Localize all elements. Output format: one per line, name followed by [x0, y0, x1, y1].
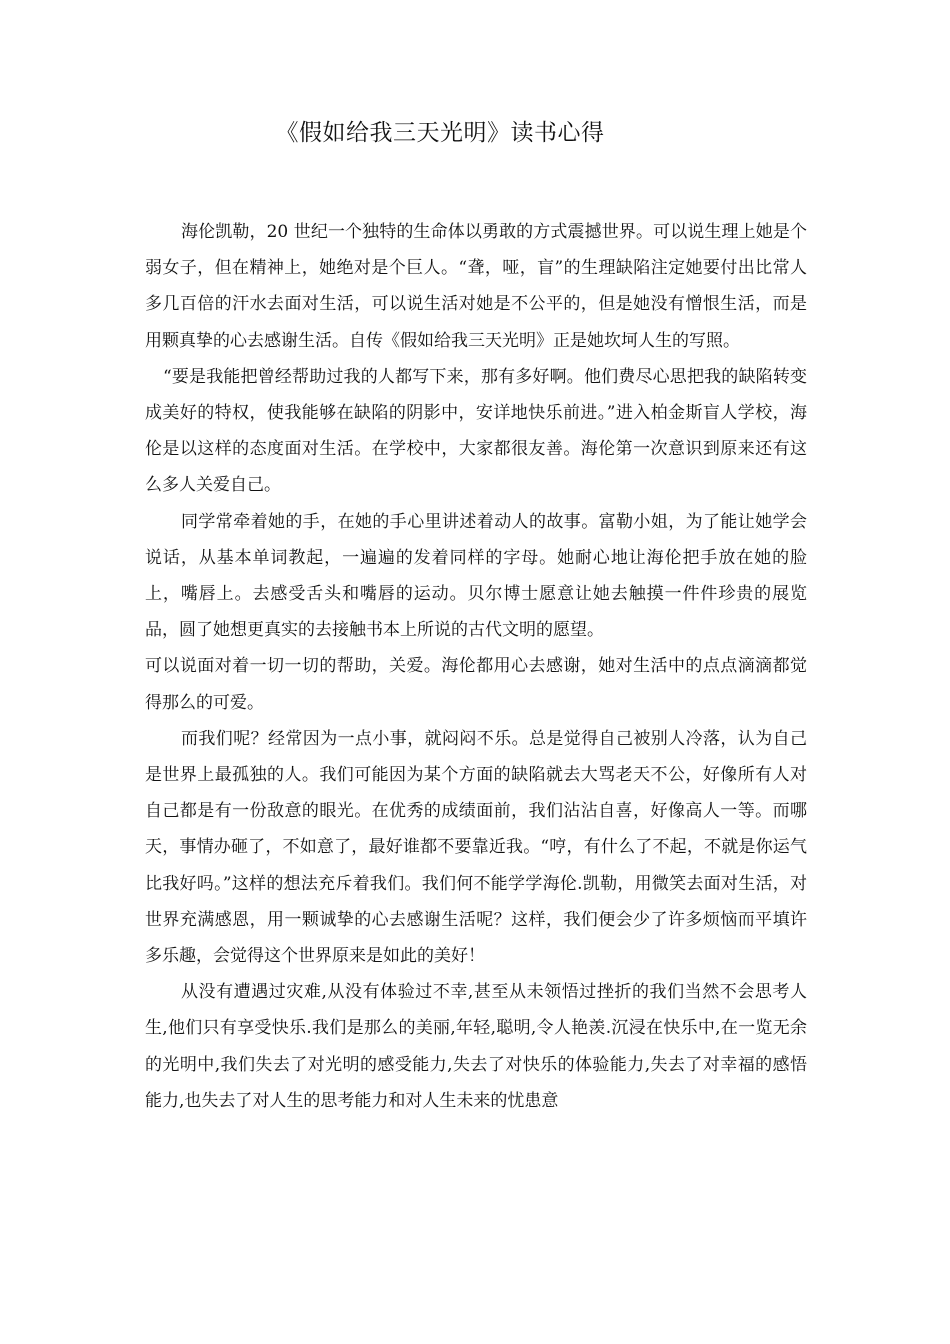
paragraph-2: “要是我能把曾经帮助过我的人都写下来，那有多好啊。他们费尽心思把我的缺陷转变成美好的特权，使我能够在缺陷的阴影中，安详地快乐前进。”进入柏金斯盲人学校，海伦是以这样的态度面对生活。在学校中，大家都很友善。海伦第一次意识到原来还有这么多人关爱自己。 [145, 366, 807, 496]
paragraph-3: 同学常牵着她的手，在她的手心里讲述着动人的故事。富勒小姐，为了能让她学会说话，从基本单词教起，一遍遍的发着同样的字母。她耐心地让海伦把手放在她的脸上，嘴唇上。去感受舌头和嘴唇的运动。贝尔博士愿意让她去触摸一件件珍贵的展览品，圆了她想更真实的去接触书本上所说的古代文明的愿望。 [145, 511, 807, 641]
document-body [145, 214, 807, 1119]
paragraph-6: 从没有遭遇过灾难,从没有体验过不幸,甚至从未领悟过挫折的我们当然不会思考人生,他们只有享受快乐.我们是那么的美丽,年轻,聪明,令人艳羡.沉浸在快乐中,在一览无余的光明中,我们失去了对光明的感受能力,失去了对快乐的体验能力,失去了对幸福的感悟能力,也失去了对人生的思考能力和对人生未来的忧患意 [145, 982, 807, 1111]
paragraph-1: 海伦凯勒，20 世纪一个独特的生命体以勇敢的方式震撼世界。可以说生理上她是个弱女子，但在精神上，她绝对是个巨人。“聋，哑，盲”的生理缺陷注定她要付出比常人多几百倍的汗水去面对生活，可以说生活对她是不公平的，但是她没有憎恨生活，而是用颗真挚的心去感谢生活。自传《假如给我三天光明》正是她坎坷人生的写照。 [145, 222, 807, 351]
paragraph-4: 可以说面对着一切一切的帮助，关爱。海伦都用心去感谢，她对生活中的点点滴滴都觉得那么的可爱。 [145, 656, 807, 713]
paragraph-5: 而我们呢？经常因为一点小事，就闷闷不乐。总是觉得自己被别人冷落，认为自己是世界上最孤独的人。我们可能因为某个方面的缺陷就去大骂老天不公，好像所有人对自己都是有一份敌意的眼光。在优秀的成绩面前，我们沾沾自喜，好像高人一等。而哪天，事情办砸了，不如意了，最好谁都不要靠近我。“哼，有什么了不起，不就是你运气比我好吗。”这样的想法充斥着我们。我们何不能学学海伦.凯勒，用微笑去面对生活，对世界充满感恩，用一颗诚挚的心去感谢生活呢？这样，我们便会少了许多烦恼而平填许多乐趣，会觉得这个世界原来是如此的美好！ [145, 728, 807, 967]
document-title: 《假如给我三天光明》读书心得 [275, 120, 605, 146]
